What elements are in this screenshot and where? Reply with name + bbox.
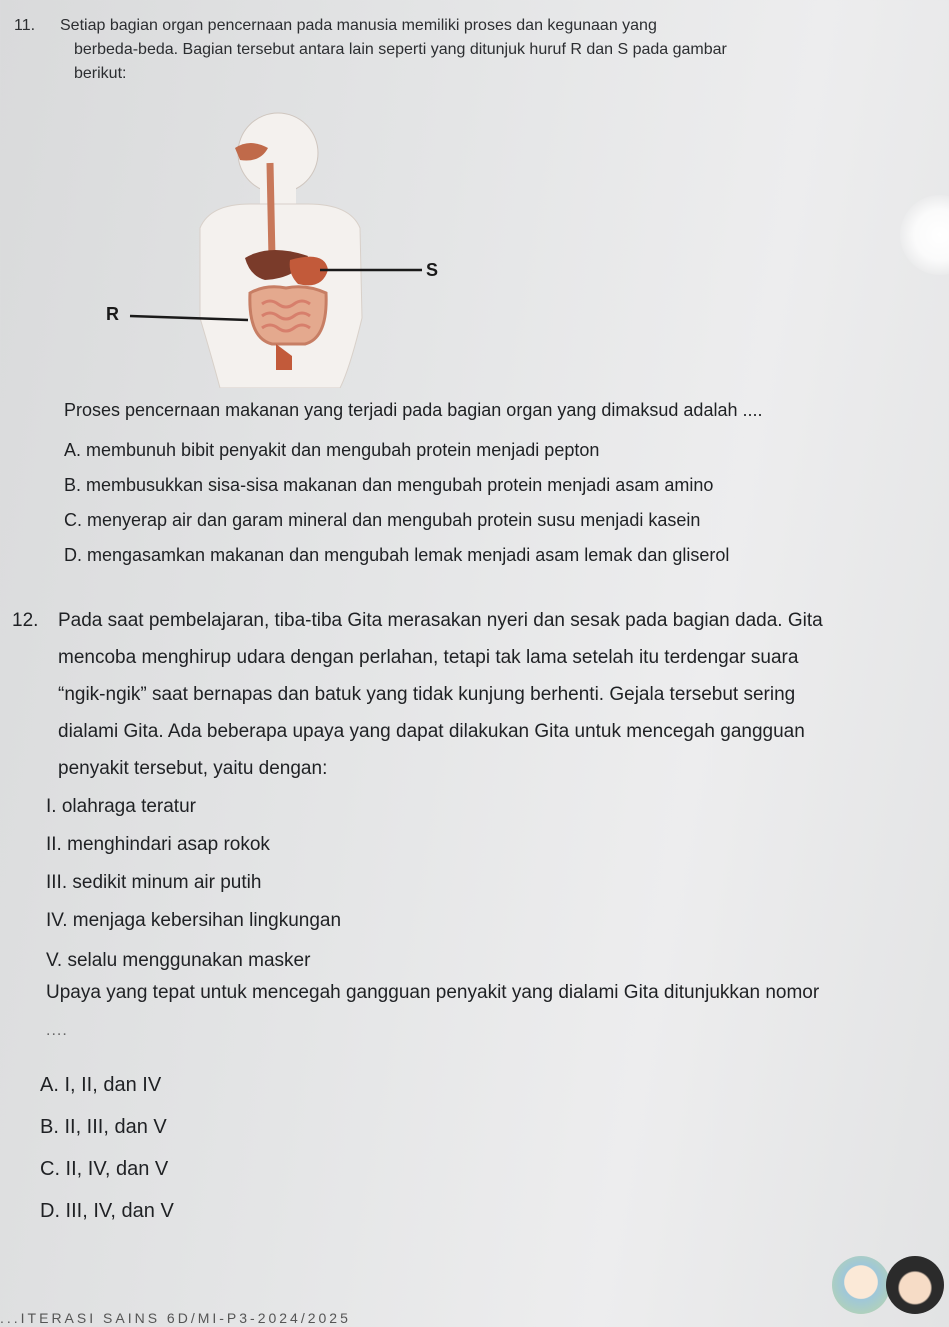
q12-option-b[interactable]: B. II, III, dan V bbox=[40, 1116, 167, 1138]
label-r: R bbox=[106, 304, 119, 324]
q12-line-2: mencoba menghirup udara dengan perlahan, tetapi tak lama setelah itu terdengar suara bbox=[58, 647, 799, 668]
q12-ask: Upaya yang tepat untuk mencegah gangguan penyakit yang dialami Gita ditunjukkan nomor bbox=[46, 982, 820, 1003]
footer-text: ...ITERASI SAINS 6D/MI-P3-2024/2025 bbox=[0, 1310, 351, 1326]
large-intestine-shape bbox=[250, 287, 326, 344]
q11-stem-line-2: berbeda-beda. Bagian tersebut antara lain seperti yang ditunjuk huruf R dan S pada gambar bbox=[74, 41, 727, 58]
q12-line-3: “ngik-ngik” saat bernapas dan batuk yang tidak kunjung berhenti. Gejala tersebut sering bbox=[58, 684, 796, 705]
q12-stem bbox=[12, 602, 942, 787]
q12-line-4: dialami Gita. Ada beberapa upaya yang dapat dilakukan Gita untuk mencegah gangguan bbox=[58, 721, 805, 742]
screen-glare bbox=[900, 195, 949, 275]
q11-number: 11. bbox=[14, 17, 36, 34]
q12-option-c[interactable]: C. II, IV, dan V bbox=[40, 1158, 169, 1180]
mascot-boy-icon bbox=[886, 1256, 944, 1314]
q11-option-a[interactable]: A. membunuh bibit penyakit dan mengubah protein menjadi pepton bbox=[64, 440, 600, 460]
q12-item-4: IV. menjaga kebersihan lingkungan bbox=[46, 910, 342, 931]
q12-item-5: V. selalu menggunakan masker bbox=[46, 950, 311, 971]
label-s: S bbox=[426, 260, 439, 280]
esophagus-shape bbox=[270, 163, 272, 258]
q12-option-d[interactable]: D. III, IV, dan V bbox=[40, 1200, 174, 1222]
q12-option-a[interactable]: A. I, II, dan IV bbox=[40, 1074, 162, 1096]
q12-item-2: II. menghindari asap rokok bbox=[46, 834, 270, 855]
q11-option-c[interactable]: C. menyerap air dan garam mineral dan mengubah protein susu menjadi kasein bbox=[64, 510, 701, 530]
digestive-system-diagram bbox=[100, 108, 480, 388]
q12-item-3: III. sedikit minum air putih bbox=[46, 872, 262, 893]
q12-dots: .... bbox=[46, 1022, 68, 1039]
q12-item-1: I. olahraga teratur bbox=[46, 796, 196, 817]
q11-stem-line-3: berikut: bbox=[74, 65, 127, 82]
q12-line-1: Pada saat pembelajaran, tiba-tiba Gita merasakan nyeri dan sesak pada bagian dada. Gita bbox=[58, 610, 823, 631]
q11-stem bbox=[14, 14, 934, 86]
mascot-girl-icon bbox=[832, 1256, 890, 1314]
q11-stem-line-1: Setiap bagian organ pencernaan pada manusia memiliki proses dan kegunaan yang bbox=[60, 17, 657, 34]
q12-line-5: penyakit tersebut, yaitu dengan: bbox=[58, 758, 328, 779]
q11-option-d[interactable]: D. mengasamkan makanan dan mengubah lemak menjadi asam lemak dan gliserol bbox=[64, 545, 730, 565]
q12-number: 12. bbox=[12, 610, 39, 631]
q11-option-b[interactable]: B. membusukkan sisa-sisa makanan dan mengubah protein menjadi asam amino bbox=[64, 475, 714, 495]
q11-prompt: Proses pencernaan makanan yang terjadi pada bagian organ yang dimaksud adalah .... bbox=[64, 400, 763, 420]
